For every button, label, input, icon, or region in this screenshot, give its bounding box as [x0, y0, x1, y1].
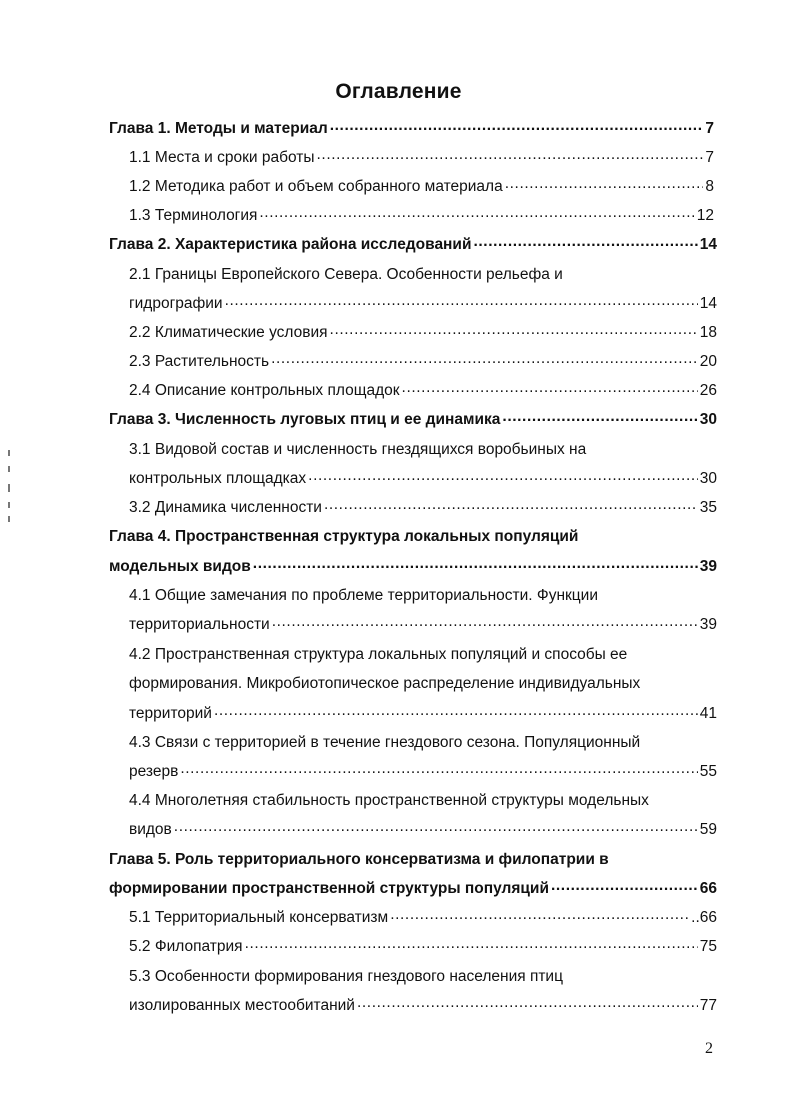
- toc-entry-title: 5.1 Территориальный консерватизм: [129, 909, 389, 926]
- toc-entry-chapter-1[interactable]: [109, 118, 714, 140]
- dot-leader: [317, 148, 704, 162]
- toc-entry-title: формировании пространственной структуры популяций: [109, 880, 549, 897]
- dot-leader: [272, 615, 698, 629]
- page-title: Оглавление: [335, 80, 462, 103]
- toc-entry-5-3-line1: 5.3 Особенности формирования гнездового населения птиц: [129, 968, 563, 985]
- toc-entry-title: 2.3 Растительность: [129, 353, 270, 370]
- toc-entry-2-1-line1: 2.1 Границы Европейского Севера. Особенности рельефа и: [129, 266, 563, 283]
- toc-page-number: 30: [699, 470, 717, 487]
- scan-mark: [8, 484, 10, 492]
- toc-entry-2-4[interactable]: [129, 380, 717, 402]
- toc-entry-3-1[interactable]: [129, 468, 717, 490]
- toc-entry-title: видов: [129, 821, 172, 838]
- toc-entry-4-4[interactable]: [129, 819, 717, 841]
- toc-page-number: 35: [699, 499, 717, 516]
- dot-leader: [551, 879, 698, 893]
- scan-mark: [8, 466, 10, 472]
- toc-entry-chapter-4[interactable]: [109, 556, 717, 578]
- toc-entry-title: изолированных местообитаний: [129, 997, 355, 1014]
- scan-mark: [8, 450, 10, 456]
- dot-leader: [271, 352, 698, 366]
- scan-mark: [8, 516, 10, 522]
- toc-entry-5-1[interactable]: [129, 907, 717, 929]
- dot-leader: [505, 177, 704, 191]
- toc-entry-title: Глава 3. Численность луговых птиц и ее динамика: [109, 411, 501, 428]
- dot-leader: [473, 235, 697, 249]
- toc-entry-1-1[interactable]: [129, 147, 714, 169]
- toc-page-number: 39: [699, 558, 717, 575]
- dot-leader: [253, 557, 698, 571]
- dot-leader: [402, 381, 698, 395]
- dot-leader: [174, 820, 698, 834]
- toc-entry-chapter-5[interactable]: [109, 878, 717, 900]
- toc-entry-title: 1.2 Методика работ и объем собранного материала: [129, 178, 503, 195]
- toc-entry-title: 5.2 Филопатрия: [129, 938, 243, 955]
- toc-entry-title: 2.2 Климатические условия: [129, 324, 328, 341]
- toc-page-number: 59: [699, 821, 717, 838]
- page-number: 2: [705, 1040, 713, 1057]
- toc-entry-1-3[interactable]: [129, 205, 714, 227]
- dot-leader: [330, 119, 704, 133]
- toc-entry-title: Глава 2. Характеристика района исследований: [109, 236, 472, 253]
- toc-entry-2-3[interactable]: [129, 351, 717, 373]
- toc-entry-title: территорий: [129, 705, 212, 722]
- toc-entry-title: контрольных площадках: [129, 470, 307, 487]
- toc-entry-title: модельных видов: [109, 558, 251, 575]
- dot-leader: [214, 704, 698, 718]
- toc-page-number: 14: [699, 295, 717, 312]
- toc-entry-2-2[interactable]: [129, 322, 717, 344]
- toc-entry-title: Глава 1. Методы и материал: [109, 120, 328, 137]
- toc-page-number: 8: [705, 178, 714, 195]
- toc-page-number: 14: [699, 236, 717, 253]
- toc-entry-4-1-line1: 4.1 Общие замечания по проблеме территориальности. Функции: [129, 587, 598, 604]
- dot-leader: [330, 323, 698, 337]
- dot-leader: [245, 937, 698, 951]
- toc-entry-1-2[interactable]: [129, 176, 714, 198]
- toc-entry-5-2[interactable]: [129, 936, 717, 958]
- toc-entry-4-2[interactable]: [129, 703, 717, 725]
- toc-page-number: 75: [699, 938, 717, 955]
- toc-page-number: 12: [696, 207, 714, 224]
- toc-entry-chapter-2[interactable]: [109, 234, 717, 256]
- toc-page-number: 77: [699, 997, 717, 1014]
- toc-entry-chapter-5-line1: Глава 5. Роль территориального консерватизма и филопатрии в: [109, 851, 609, 868]
- toc-entry-title: 1.3 Терминология: [129, 207, 258, 224]
- toc-entry-chapter-3[interactable]: [109, 409, 717, 431]
- dot-leader: [308, 469, 698, 483]
- toc-page-number: 30: [699, 411, 717, 428]
- toc-entry-5-3[interactable]: [129, 995, 717, 1017]
- toc-page-number: 66: [699, 880, 717, 897]
- toc-entry-4-4-line1: 4.4 Многолетняя стабильность пространственной структуры модельных: [129, 792, 649, 809]
- toc-page-number: ..66: [691, 909, 717, 926]
- toc-page-number: 7: [705, 149, 714, 166]
- dot-leader: [502, 410, 697, 424]
- toc-page-number: 18: [699, 324, 717, 341]
- toc-entry-2-1[interactable]: [129, 293, 717, 315]
- toc-entry-chapter-4-line1: Глава 4. Пространственная структура локальных популяций: [109, 528, 579, 545]
- toc-entry-title: 2.4 Описание контрольных площадок: [129, 382, 400, 399]
- dot-leader: [357, 996, 698, 1010]
- toc-page-number: 7: [705, 120, 714, 137]
- dot-leader: [390, 908, 689, 922]
- scan-mark: [8, 502, 10, 508]
- toc-page-number: 39: [699, 616, 717, 633]
- toc-entry-title: резерв: [129, 763, 179, 780]
- dot-leader: [259, 206, 694, 220]
- dot-leader: [180, 762, 697, 776]
- toc-entry-title: 1.1 Места и сроки работы: [129, 149, 315, 166]
- dot-leader: [225, 294, 698, 308]
- toc-entry-title: 3.2 Динамика численности: [129, 499, 322, 516]
- toc-entry-4-2-line1: 4.2 Пространственная структура локальных популяций и способы ее: [129, 646, 628, 663]
- toc-entry-title: гидрографии: [129, 295, 223, 312]
- toc-entry-4-1[interactable]: [129, 614, 717, 636]
- toc-page-number: 41: [699, 705, 717, 722]
- toc-page-number: 26: [699, 382, 717, 399]
- toc-entry-4-2-line2: формирования. Микробиотопическое распределение индивидуальных: [129, 675, 641, 692]
- toc-page-number: 55: [699, 763, 717, 780]
- toc-entry-4-3[interactable]: [129, 761, 717, 783]
- toc-entry-title: территориальности: [129, 616, 270, 633]
- dot-leader: [324, 498, 698, 512]
- toc-entry-3-1-line1: 3.1 Видовой состав и численность гнездящихся воробьиных на: [129, 441, 587, 458]
- toc-page-number: 20: [699, 353, 717, 370]
- toc-entry-3-2[interactable]: [129, 497, 717, 519]
- toc-entry-4-3-line1: 4.3 Связи с территорией в течение гнездового сезона. Популяционный: [129, 734, 641, 751]
